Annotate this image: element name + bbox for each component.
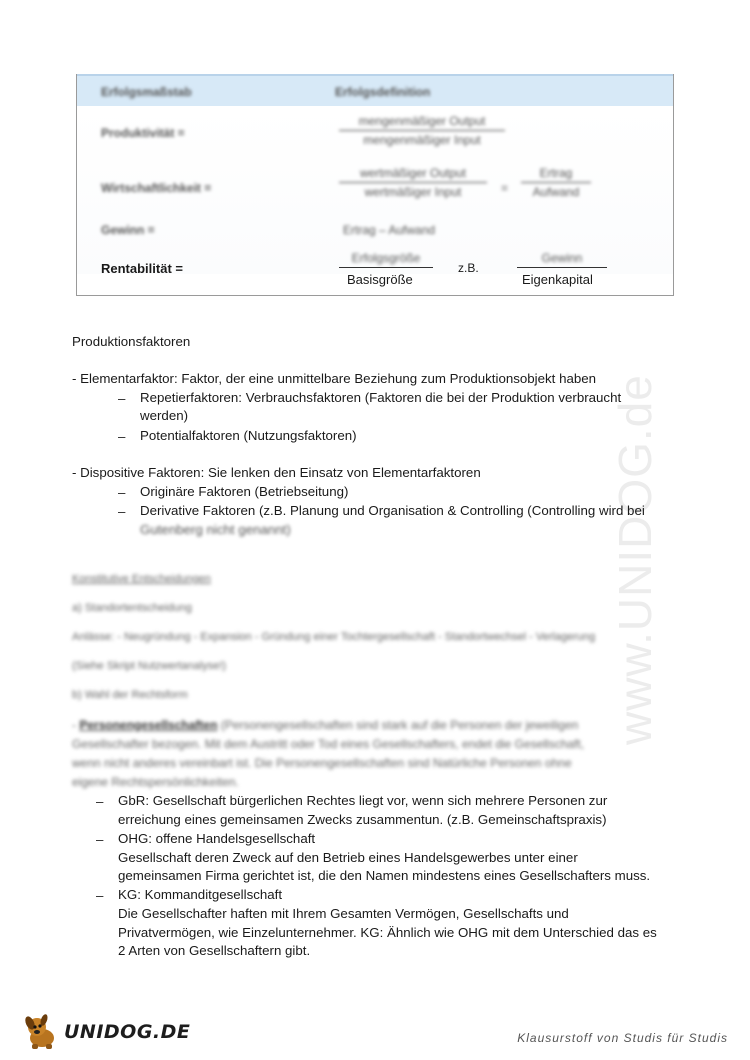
fraction-denominator: Aufwand [532,185,580,199]
elementar-line: - Elementarfaktor: Faktor, der eine unmittelbare Beziehung zum Produktionsobjekt haben [72,371,597,386]
formula-table [76,74,674,296]
list-item: Originäre Faktoren (Betriebseitung) [140,484,349,499]
header-col-definition: Erfolgsdefinition [335,85,431,99]
fraction-numerator: Gewinn [541,251,583,265]
row-profit-label: Gewinn = [101,223,155,237]
blurred-line: Anlässe: - Neugründung - Expansion - Gründung einer Tochtergesellschaft - Standortwechsel - Verlagerung [72,631,596,643]
list-item-cont: Gesellschaft deren Zweck auf den Betrieb eines Handelsgewerbes unter einer [118,850,578,865]
zb-label: z.B. [458,261,479,275]
fraction-denominator: wertmäßiger Input [364,185,462,199]
unidog-logo[interactable] [22,1014,190,1050]
profit-expression: Ertrag – Aufwand [343,223,436,237]
blurred-bold: Personengesellschaften [79,718,218,732]
blurred-line: Gesellschafter bezogen. Mit dem Austritt oder Tod eines Gesellschafters, endet die Gesellschaft, [72,737,585,751]
list-dash: – [118,504,126,519]
productivity-fraction [339,114,505,147]
list-item: Potentialfaktoren (Nutzungsfaktoren) [140,428,357,443]
list-item-cont: Die Gesellschafter haften mit Ihrem Gesamten Vermögen, Gesellschafts und [118,906,569,921]
table-header [77,74,673,108]
row-profitability-label: Rentabilität = [101,261,183,276]
list-dash: – [96,832,104,847]
blurred-line: wenn nicht anderes vereinbart ist. Die Personengesellschaften sind Natürliche Personen ohne [72,756,572,770]
list-item-cont: Gutenberg nicht genannt) [140,522,291,537]
fraction-line-2 [517,267,607,268]
section-title: Produktionsfaktoren [72,334,191,349]
list-dash: – [118,429,126,444]
efficiency-fraction [339,166,487,199]
equals-sign: = [501,181,509,195]
list-item: OHG: offene Handelsgesellschaft [118,831,316,846]
fraction-denominator: mengenmäßiger Input [363,133,481,147]
blurred-heading: Konstitutive Entscheidungen [72,573,211,585]
row-efficiency-label: Wirtschaftlichkeit = [101,181,212,195]
blurred-line: a) Standortentscheidung [72,602,192,614]
blurred-paragraph: - Personengesellschaften (Personengesellschaften sind stark auf die Personen der jeweiligen [72,718,579,732]
blurred-line: eigene Rechtspersönlichkeiten. [72,775,239,789]
list-item-cont: erreichung eines gemeinsamen Zwecks zusammentun. (z.B. Gemeinschaftspraxis) [118,812,607,827]
blurred-line: b) Wahl der Rechtsform [72,689,188,701]
profitability-denominator: Basisgröße [347,272,413,287]
fraction-numerator: Ertrag [521,166,591,183]
logo-text: UNIDOG.DE [64,1021,191,1043]
fraction-numerator: wertmäßiger Output [339,166,487,183]
fraction-line [339,267,433,268]
list-dash: – [96,794,104,809]
footer-tagline: Klausurstoff von Studis für Studis [517,1031,728,1045]
blurred-line: (Siehe Skript Nutzwertanalyse!) [72,660,227,672]
table-blurred-rows [77,106,673,274]
row-productivity-label: Produktivität = [101,126,185,140]
list-item-cont: 2 Arten von Gesellschaftern gibt. [118,943,311,958]
profitability-denominator-2: Eigenkapital [522,272,593,287]
list-item-cont: Privatvermögen, wie Einzelunternehmer. KG: Ähnlich wie OHG mit dem Unterschied das es [118,925,657,940]
list-dash: – [118,391,126,406]
profitability-numerator2-blur [517,251,607,265]
list-dash: – [118,485,126,500]
list-item: GbR: Gesellschaft bürgerlichen Rechtes liegt vor, wenn sich mehrere Personen zur [118,793,608,808]
fraction-numerator: Erfolgsgröße [351,251,421,265]
efficiency-fraction-2 [521,166,591,199]
header-col-measure: Erfolgsmaßstab [101,85,192,99]
list-item-cont: werden) [140,408,189,423]
dispositiv-line: - Dispositive Faktoren: Sie lenken den Einsatz von Elementarfaktoren [72,465,481,480]
list-item: Repetierfaktoren: Verbrauchsfaktoren (Faktoren die bei der Produktion verbraucht [140,390,622,405]
blurred-text: (Personengesellschaften sind stark auf die Personen der jeweiligen [217,718,579,732]
watermark: www.UNIDOG.de [609,374,661,745]
fraction-numerator: mengenmäßiger Output [339,114,505,131]
list-item: KG: Kommanditgesellschaft [118,887,283,902]
profitability-numerator-blur [339,251,433,265]
list-dash: – [96,888,104,903]
list-item-cont: gemeinsamen Firma gerichtet ist, die den Namen mindestens eines Gesellschafters muss. [118,868,651,883]
list-item: Derivative Faktoren (z.B. Planung und Organisation & Controlling (Controlling wird bei [140,503,645,518]
dog-icon [22,1014,62,1050]
